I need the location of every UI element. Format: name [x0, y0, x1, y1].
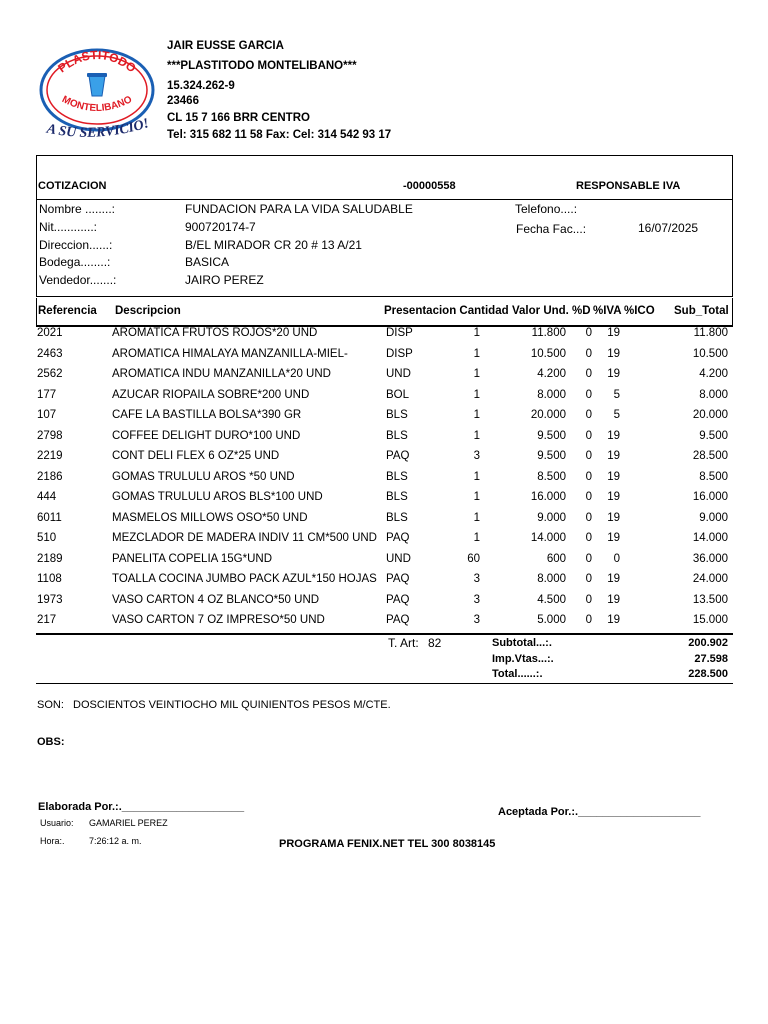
cell-pres: BLS	[386, 429, 408, 442]
quote-title: COTIZACION	[38, 180, 107, 192]
invoice-date: 16/07/2025	[638, 221, 699, 235]
cell-sub: 10.500	[692, 347, 728, 360]
plastitodo-logo	[36, 40, 158, 150]
col-header-val: Valor Und.	[512, 305, 569, 317]
cell-ref: 2463	[37, 347, 63, 360]
obs-label: OBS:	[37, 736, 65, 748]
cell-pres: BLS	[386, 409, 408, 421]
cell-ref: 2189	[37, 552, 63, 565]
total-value: 228.500	[688, 668, 728, 680]
cell-sub: 16.000	[692, 491, 728, 503]
cell-d: 0	[585, 388, 592, 401]
cell-pres: PAQ	[386, 614, 410, 626]
cell-qty: 1	[473, 368, 480, 380]
cell-qty: 1	[473, 327, 480, 339]
table-row	[0, 594, 768, 614]
cell-desc: GOMAS TRULULU AROS BLS*100 UND	[112, 491, 323, 503]
cell-sub: 14.000	[692, 532, 728, 544]
subtotal-value: 200.902	[688, 637, 728, 649]
cell-val: 14.000	[530, 532, 566, 544]
cell-ref: 1108	[37, 573, 62, 585]
cell-val: 5.000	[537, 614, 566, 626]
cell-qty: 1	[473, 491, 480, 503]
articles-count: 82	[428, 636, 442, 650]
time-value: 7:26:12 a. m.	[89, 836, 142, 846]
cell-pres: PAQ	[386, 593, 410, 606]
cell-iva: 19	[607, 368, 620, 380]
quote-number: -00000558	[403, 180, 456, 192]
cell-val: 4.200	[537, 368, 566, 380]
cell-val: 4.500	[537, 593, 566, 606]
cell-sub: 28.500	[692, 450, 728, 462]
table-row	[0, 450, 768, 470]
cell-iva: 19	[607, 593, 620, 606]
subtotal-label: Subtotal...:.	[492, 637, 552, 649]
cell-qty: 1	[473, 470, 480, 483]
cell-pres: DISP	[386, 327, 413, 339]
cell-val: 600	[546, 552, 566, 565]
table-row	[0, 368, 768, 388]
cell-qty: 1	[473, 511, 480, 524]
cell-pres: BLS	[386, 470, 408, 483]
cell-desc: AROMATICA INDU MANZANILLA*20 UND	[112, 368, 331, 380]
cell-d: 0	[585, 573, 592, 585]
cell-desc: CAFE LA BASTILLA BOLSA*390 GR	[112, 409, 302, 421]
client-nit-label: Nit............:	[39, 220, 98, 234]
totals-separator	[36, 633, 733, 635]
program-info: PROGRAMA FENIX.NET TEL 300 8038145	[279, 838, 496, 850]
cell-val: 10.500	[530, 347, 566, 360]
client-address: B/EL MIRADOR CR 20 # 13 A/21	[185, 238, 362, 252]
cell-ref: 2021	[37, 327, 63, 339]
client-name: FUNDACION PARA LA VIDA SALUDABLE	[185, 202, 413, 216]
cell-ref: 2186	[37, 470, 63, 483]
table-row	[0, 532, 768, 552]
col-header-pres: Presentacion Cantidad	[384, 305, 509, 317]
client-nit: 900720174-7	[185, 220, 256, 234]
company-nit: 15.324.262-9	[167, 80, 235, 92]
table-row	[0, 553, 768, 573]
logo-bottom-text: MONTELIBANO	[60, 94, 134, 115]
cell-d: 0	[585, 614, 592, 626]
cell-d: 0	[585, 470, 592, 483]
cell-desc: VASO CARTON 7 OZ IMPRESO*50 UND	[112, 614, 325, 626]
cell-val: 8.000	[537, 388, 566, 401]
cell-iva: 19	[607, 347, 620, 360]
cell-val: 16.000	[530, 491, 566, 503]
table-border-left	[36, 298, 37, 326]
made-by-signature: Elaborada Por.:.____________________	[38, 801, 245, 813]
client-name-label: Nombre ........:	[39, 202, 116, 216]
cell-qty: 1	[473, 388, 480, 401]
cell-sub: 8.500	[699, 470, 728, 483]
accepted-by-signature: Aceptada Por.:.____________________	[498, 806, 701, 818]
cell-pres: DISP	[386, 347, 413, 360]
cell-iva: 19	[607, 511, 620, 524]
seller: JAIRO PEREZ	[185, 273, 264, 287]
cell-desc: MEZCLADOR DE MADERA INDIV 11 CM*500 UND	[112, 532, 377, 544]
table-border-right	[732, 298, 733, 326]
phone-label: Telefono....:	[515, 202, 578, 216]
cell-d: 0	[585, 450, 592, 462]
cell-iva: 19	[607, 450, 620, 462]
table-row	[0, 573, 768, 593]
tax-label: Imp.Vtas...:.	[492, 653, 554, 665]
table-row	[0, 512, 768, 532]
cell-val: 9.500	[537, 429, 566, 442]
client-address-label: Direccion......:	[39, 238, 113, 252]
cell-qty: 3	[473, 614, 480, 626]
cell-qty: 60	[467, 552, 480, 565]
cell-ref: 2798	[37, 429, 63, 442]
cell-desc: TOALLA COCINA JUMBO PACK AZUL*150 HOJAS	[112, 573, 377, 585]
cell-sub: 4.200	[699, 368, 728, 380]
cell-sub: 20.000	[692, 409, 728, 421]
cell-pres: BLS	[386, 491, 408, 503]
cell-pres: UND	[386, 368, 411, 380]
cell-ref: 177	[37, 388, 57, 401]
col-header-ref: Referencia	[38, 305, 97, 317]
cell-desc: AROMATICA FRUTOS ROJOS*20 UND	[112, 327, 318, 339]
seller-label: Vendedor.......:	[39, 273, 117, 287]
cell-d: 0	[585, 491, 592, 503]
cell-qty: 1	[473, 409, 480, 421]
cell-val: 11.800	[531, 327, 566, 339]
cell-ref: 444	[37, 491, 57, 503]
cell-pres: UND	[386, 552, 411, 565]
cell-pres: PAQ	[386, 573, 410, 585]
cell-desc: COFFEE DELIGHT DURO*100 UND	[112, 429, 301, 442]
cell-iva: 19	[607, 470, 620, 483]
cell-d: 0	[585, 511, 592, 524]
col-header-ico: %ICO	[624, 305, 655, 317]
cell-qty: 3	[473, 573, 480, 585]
cell-val: 8.000	[537, 573, 566, 585]
cell-iva: 19	[607, 491, 620, 503]
cell-desc: VASO CARTON 4 OZ BLANCO*50 UND	[112, 593, 320, 606]
cell-ref: 6011	[37, 511, 62, 524]
table-row	[0, 409, 768, 429]
cell-val: 8.500	[537, 470, 566, 483]
company-code: 23466	[167, 95, 199, 107]
cell-ref: 107	[37, 409, 57, 421]
cell-qty: 1	[473, 347, 480, 360]
cell-d: 0	[585, 552, 592, 565]
logo-slogan: A SU SERVICIO!	[45, 116, 151, 141]
date-label: Fecha Fac...:	[516, 222, 587, 236]
table-row	[0, 471, 768, 491]
cell-pres: PAQ	[386, 450, 410, 462]
tax-regime: RESPONSABLE IVA	[576, 180, 681, 192]
col-header-sub: Sub_Total	[674, 305, 729, 317]
cell-d: 0	[585, 409, 592, 421]
company-phones: Tel: 315 682 11 58 Fax: Cel: 314 542 93 17	[167, 129, 392, 141]
cell-sub: 8.000	[699, 388, 728, 401]
tax-value: 27.598	[694, 653, 728, 665]
divider	[36, 199, 733, 200]
cell-iva: 5	[613, 388, 620, 401]
cell-ref: 2219	[37, 450, 63, 462]
amount-words-label: SON:	[37, 699, 64, 711]
cell-iva: 0	[613, 552, 620, 565]
time-label: Hora:.	[40, 836, 65, 846]
cell-pres: BOL	[386, 388, 410, 401]
cell-d: 0	[585, 347, 592, 360]
warehouse-label: Bodega........:	[39, 255, 111, 269]
col-header-d: %D	[572, 305, 591, 317]
cell-iva: 19	[607, 614, 620, 626]
cell-d: 0	[585, 532, 592, 544]
cell-sub: 9.500	[699, 429, 728, 442]
cell-qty: 1	[473, 429, 480, 442]
cell-qty: 1	[473, 532, 480, 544]
total-label: Total......:.	[492, 668, 543, 680]
cell-d: 0	[585, 429, 592, 442]
cell-val: 9.500	[537, 450, 566, 462]
cell-ref: 217	[37, 614, 57, 626]
cell-iva: 5	[613, 409, 620, 421]
cell-sub: 9.000	[699, 511, 728, 524]
cell-desc: MASMELOS MILLOWS OSO*50 UND	[112, 511, 308, 524]
totals-bottom-line	[36, 683, 733, 684]
col-header-iva: %IVA	[593, 305, 622, 317]
cell-sub: 15.000	[692, 614, 728, 626]
cell-d: 0	[585, 593, 592, 606]
company-name: JAIR EUSSE GARCIA	[167, 40, 284, 52]
table-row	[0, 430, 768, 450]
cell-desc: CONT DELI FLEX 6 OZ*25 UND	[112, 450, 280, 462]
table-row	[0, 389, 768, 409]
cell-ref: 2562	[37, 368, 63, 380]
table-row	[0, 614, 768, 634]
cell-desc: GOMAS TRULULU AROS *50 UND	[112, 470, 295, 483]
cell-d: 0	[585, 327, 592, 339]
cell-qty: 3	[473, 450, 480, 462]
col-header-desc: Descripcion	[115, 305, 181, 317]
cell-desc: PANELITA COPELIA 15G*UND	[112, 552, 272, 565]
articles-label: T. Art:	[388, 636, 419, 650]
company-address: CL 15 7 166 BRR CENTRO	[167, 112, 310, 124]
cell-sub: 24.000	[692, 573, 728, 585]
cell-iva: 19	[607, 429, 620, 442]
cell-d: 0	[585, 368, 592, 380]
cell-val: 9.000	[537, 511, 566, 524]
store-name: ***PLASTITODO MONTELIBANO***	[167, 60, 357, 72]
warehouse: BASICA	[185, 255, 230, 269]
cell-ref: 1973	[37, 593, 63, 606]
cell-iva: 19	[607, 327, 620, 339]
cell-sub: 13.500	[692, 593, 728, 606]
cell-iva: 19	[607, 573, 620, 585]
logo-top-text: PLASTITODO	[55, 47, 139, 76]
cell-iva: 19	[607, 532, 620, 544]
amount-words: DOSCIENTOS VEINTIOCHO MIL QUINIENTOS PESOS M/CTE.	[73, 699, 391, 711]
quote-info-box	[36, 155, 733, 297]
cell-val: 20.000	[530, 409, 566, 421]
cell-pres: PAQ	[386, 532, 410, 544]
cell-sub: 11.800	[693, 327, 728, 339]
cell-sub: 36.000	[692, 552, 728, 565]
table-row	[0, 491, 768, 511]
table-row	[0, 348, 768, 368]
cell-ref: 510	[37, 532, 57, 544]
table-row	[0, 327, 768, 347]
user-label: Usuario:	[40, 818, 74, 828]
cell-desc: AZUCAR RIOPAILA SOBRE*200 UND	[112, 388, 310, 401]
user-name: GAMARIEL PEREZ	[89, 818, 168, 828]
cell-pres: BLS	[386, 511, 408, 524]
cell-desc: AROMATICA HIMALAYA MANZANILLA-MIEL-	[112, 347, 348, 360]
cell-qty: 3	[473, 593, 480, 606]
